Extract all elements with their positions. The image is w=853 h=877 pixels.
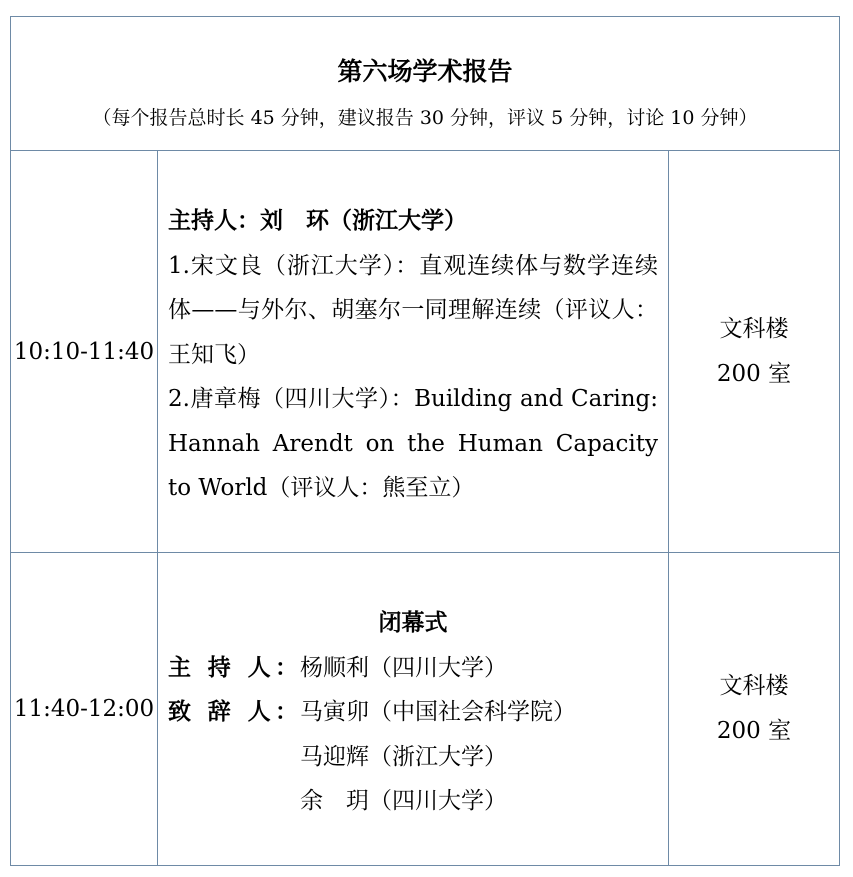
content-cell bbox=[158, 553, 669, 865]
closing-speaker-line bbox=[168, 735, 658, 780]
session-title: 第六场学术报告 bbox=[337, 57, 513, 86]
closing-title: 闭幕式 bbox=[378, 609, 448, 636]
talk-item: 2.唐章梅（四川大学）：Building and Caring: Hannah Arendt on the Human Capacity to World（评议人：熊至立） bbox=[168, 386, 658, 501]
host-line: 主持人：刘 环（浙江大学） bbox=[168, 207, 467, 234]
time-slot: 11:40-12:00 bbox=[13, 696, 155, 722]
venue-cell bbox=[669, 151, 839, 552]
time-cell bbox=[11, 151, 158, 552]
speaker-label: 致 辞 人： bbox=[168, 698, 298, 725]
speaker-name: 马迎辉（浙江大学） bbox=[300, 743, 507, 770]
time-cell bbox=[11, 553, 158, 865]
speaker-name: 马寅卯（中国社会科学院） bbox=[300, 699, 576, 725]
session-time-note: （每个报告总时长 45 分钟，建议报告 30 分钟，评议 5 分钟，讨论 10 分钟） bbox=[92, 107, 758, 129]
talk-item: 1.宋文良（浙江大学）：直观连续体与数学连续体——与外尔、胡塞尔一同理解连续（评议人：王知飞） bbox=[168, 252, 658, 368]
session-header bbox=[11, 17, 839, 151]
host-label: 主 持 人： bbox=[168, 653, 298, 681]
venue bbox=[669, 307, 839, 397]
table-row bbox=[11, 553, 839, 865]
venue-building: 文科楼 bbox=[719, 673, 789, 699]
talk-list bbox=[168, 199, 658, 511]
closing-host-line bbox=[168, 646, 658, 691]
venue-room: 200 室 bbox=[716, 360, 792, 387]
table-row bbox=[11, 151, 839, 553]
speaker-name: 余 玥（四川大学） bbox=[300, 788, 507, 814]
closing-speaker-line bbox=[168, 779, 658, 824]
venue-cell bbox=[669, 553, 839, 865]
venue bbox=[669, 664, 839, 754]
host-name: 杨顺利（四川大学） bbox=[300, 654, 507, 681]
closing-ceremony bbox=[168, 601, 658, 824]
content-cell bbox=[158, 151, 669, 552]
closing-speaker-line bbox=[168, 690, 658, 735]
venue-room: 200 室 bbox=[716, 718, 792, 744]
schedule-table bbox=[10, 16, 840, 866]
venue-building: 文科楼 bbox=[719, 315, 789, 342]
time-slot: 10:10-11:40 bbox=[13, 338, 155, 365]
